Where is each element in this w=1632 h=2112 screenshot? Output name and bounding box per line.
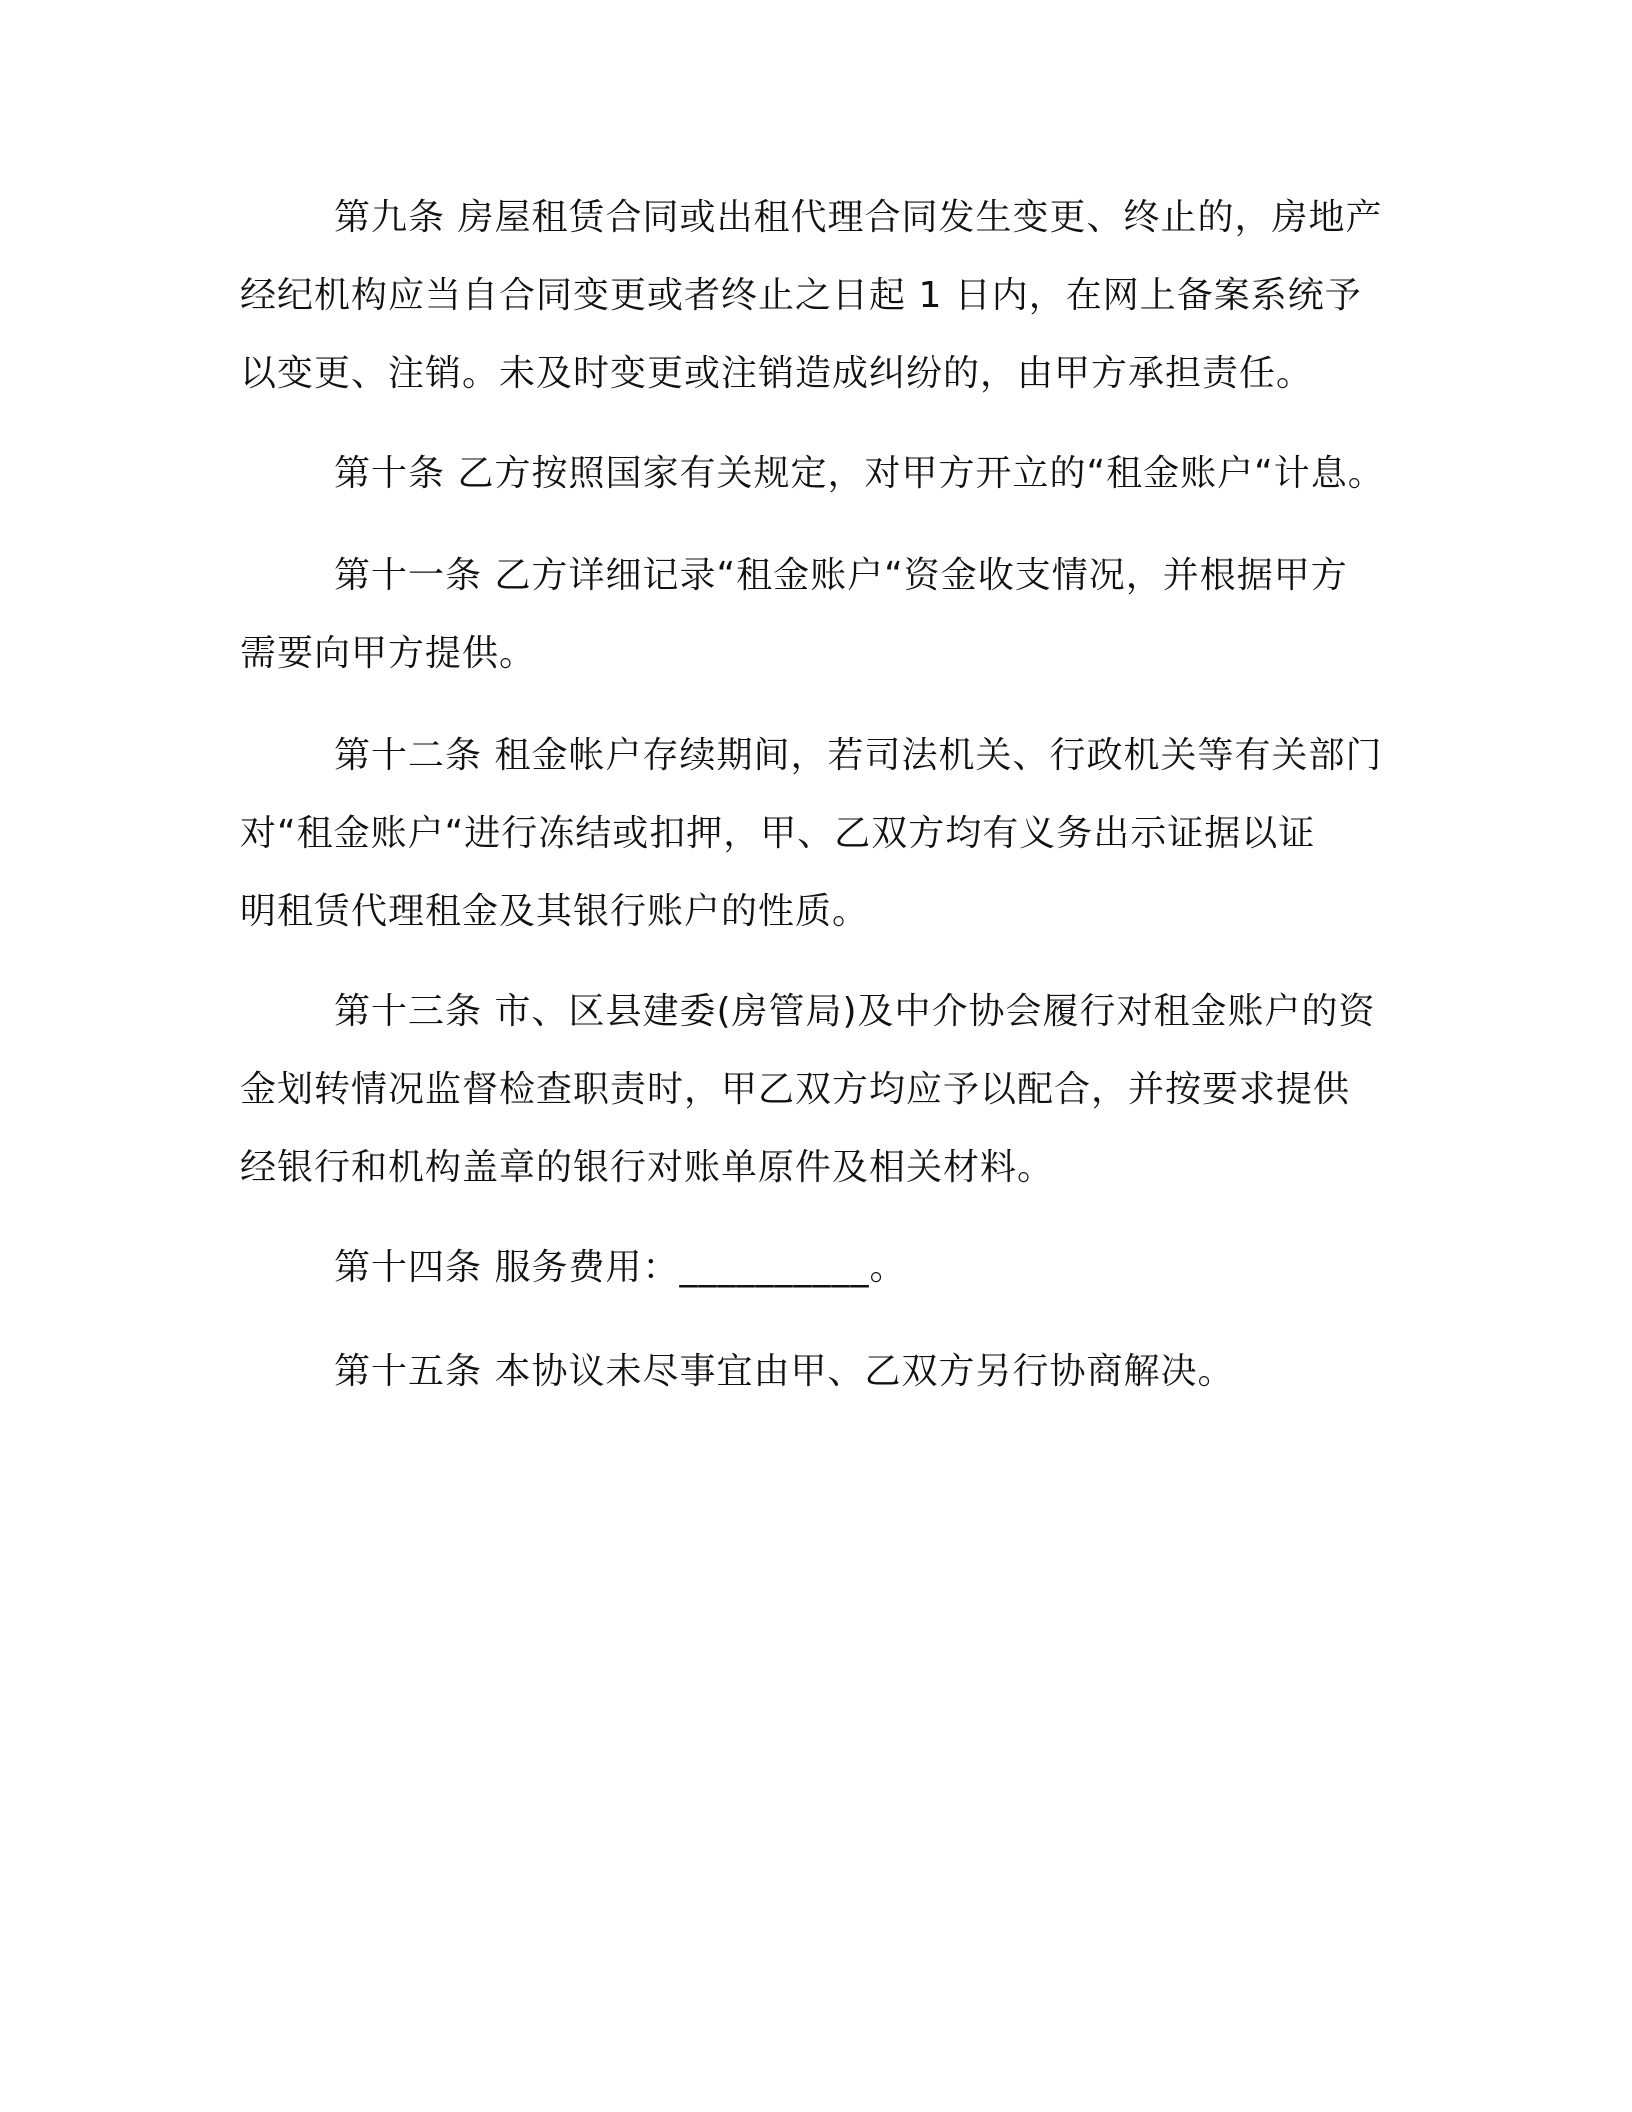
article-9-line-1: 第九条 房屋租赁合同或出租代理合同发生变更、终止的，房地产 [334,197,1383,238]
article-9-line-3: 以变更、注销。未及时变更或注销造成纠纷的，由甲方承担责任。 [240,353,1314,394]
article-13-line-3: 经银行和机构盖章的银行对账单原件及相关材料。 [240,1147,1055,1188]
article-9-line-2: 经纪机构应当自合同变更或者终止之日起 1 日内，在网上备案系统予 [240,275,1362,316]
article-12-line-1: 第十二条 租金帐户存续期间，若司法机关、行政机关等有关部门 [334,735,1383,776]
article-12-line-3: 明租赁代理租金及其银行账户的性质。 [240,891,870,932]
article-14-line-1: 第十四条 服务费用：__________。 [334,1247,907,1288]
article-11-line-2: 需要向甲方提供。 [240,633,537,674]
article-13-line-2: 金划转情况监督检查职责时，甲乙双方均应予以配合，并按要求提供 [240,1069,1351,1110]
article-12-line-2: 对“租金账户“进行冻结或扣押，甲、乙双方均有义务出示证据以证 [240,813,1316,854]
article-15-line-1: 第十五条 本协议未尽事宜由甲、乙双方另行协商解决。 [334,1351,1235,1392]
article-10-line-1: 第十条 乙方按照国家有关规定，对甲方开立的“租金账户“计息。 [334,453,1385,494]
article-13-line-1: 第十三条 市、区县建委(房管局)及中介协会履行对租金账户的资 [334,991,1376,1032]
article-11-line-1: 第十一条 乙方详细记录“租金账户“资金收支情况，并根据甲方 [334,555,1348,596]
